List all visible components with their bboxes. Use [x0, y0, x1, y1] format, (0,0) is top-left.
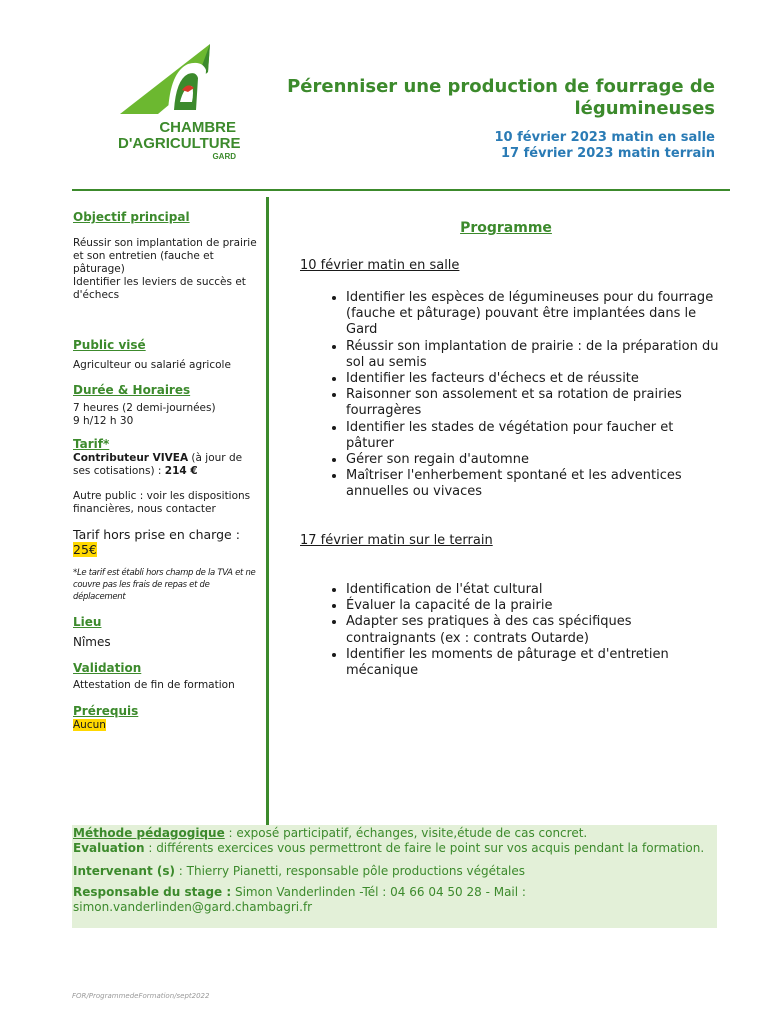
tarif-vivea-label: Contributeur VIVEA: [73, 452, 189, 464]
responsable-row: [73, 885, 715, 915]
title-line-2: légumineuses: [574, 98, 715, 119]
tarif-autre: Autre public : voir les dispositions financières, nous contacter: [73, 490, 251, 515]
duree-text-2: 9 h/12 h 30: [73, 415, 134, 427]
footer-reference: FOR/ProgrammedeFormation/sept2022: [72, 992, 210, 1000]
objectif-heading: Objectif principal: [73, 210, 190, 224]
section-2-item: • Adapter ses pratiques à des cas spécifiques contraignants (ex : contrats Outarde): [346, 614, 720, 646]
validation-heading: Validation: [73, 661, 142, 675]
horizontal-divider: [72, 189, 730, 191]
methode-text: : exposé participatif, échanges, visite,étude de cas concret.: [224, 826, 588, 840]
section-2-item: • Identifier les moments de pâturage et d'entretien mécanique: [346, 647, 720, 679]
chambre-agriculture-logo: [118, 42, 248, 170]
logo-icon: [118, 42, 248, 122]
section-1-item: • Identifier les facteurs d'échecs et de réussite: [346, 371, 720, 387]
section-2-item: • Identification de l'état cultural: [346, 582, 720, 598]
section-2-list: [300, 582, 720, 679]
tarif-hors-price: 25€: [73, 542, 97, 557]
date-1: 10 février 2023 matin en salle: [494, 130, 715, 145]
document-title: [255, 76, 715, 120]
section-1-item: • Raisonner son assolement et sa rotation de prairies fourragères: [346, 387, 720, 419]
evaluation-text: : différents exercices vous permettront de faire le point sur vos acquis pendant la formation.: [144, 841, 705, 855]
prerequis-row: [73, 719, 258, 732]
info-box: [72, 825, 717, 928]
section-1-item: • Maîtriser l'enherbement spontané et les adventices annuelles ou vivaces: [346, 468, 720, 500]
responsable-text: Simon Vanderlinden -Tél : 04 66 04 50 28 - Mail : simon.vanderlinden@gard.chambagri.fr: [73, 885, 526, 914]
intervenant-label: Intervenant (s): [73, 864, 175, 878]
prerequis-text: Aucun: [73, 719, 106, 731]
sidebar: [73, 210, 258, 732]
section-1-item: • Identifier les espèces de légumineuses pour du fourrage (fauche et pâturage) pouvant être implantées dans le Gard: [346, 290, 720, 339]
tarif-vivea-price: 214 €: [164, 465, 198, 477]
prerequis-heading: Prérequis: [73, 704, 139, 718]
evaluation-label: Evaluation: [73, 841, 145, 855]
section-1-item: • Identifier les stades de végétation pour faucher et pâturer: [346, 420, 720, 452]
methode-label: Méthode pédagogique: [73, 826, 225, 840]
logo-line-3: GARD: [212, 152, 236, 161]
public-text: Agriculteur ou salarié agricole: [73, 359, 231, 371]
section-2-item: • Évaluer la capacité de la prairie: [346, 598, 720, 614]
intervenant-text: : Thierry Pianetti, responsable pôle productions végétales: [174, 864, 526, 878]
public-heading: Public visé: [73, 338, 146, 352]
objectif-text-2: Identifier les leviers de succès et d'échecs: [73, 276, 246, 301]
section-1-item: • Gérer son regain d'automne: [346, 452, 720, 468]
vertical-divider: [266, 197, 269, 831]
tarif-heading: Tarif*: [73, 437, 110, 451]
duree-heading: Durée & Horaires: [73, 383, 191, 397]
logo-text: [118, 119, 241, 162]
title-line-1: Pérenniser une production de fourrage de: [287, 76, 715, 97]
tarif-hors-price-row: [73, 542, 258, 557]
logo-line-2: D'AGRICULTURE: [118, 135, 241, 152]
intervenant-row: [73, 864, 715, 879]
tarif-hors: Tarif hors prise en charge :: [73, 527, 240, 542]
section-1-list: [300, 290, 720, 501]
objectif-text-1: Réussir son implantation de prairie et son entretien (fauche et pâturage): [73, 237, 257, 275]
logo-line-1: CHAMBRE: [159, 119, 236, 136]
section-2-title: 17 février matin sur le terrain: [300, 533, 493, 548]
section-1-item: • Réussir son implantation de prairie : de la préparation du sol au semis: [346, 339, 720, 371]
session-dates: [315, 130, 715, 162]
validation-text: Attestation de fin de formation: [73, 679, 235, 691]
date-2: 17 février 2023 matin terrain: [501, 146, 715, 161]
tarif-vivea: [73, 452, 258, 478]
duree-text-1: 7 heures (2 demi-journées): [73, 402, 216, 414]
tarif-vivea-text: (à jour de ses cotisations) :: [73, 452, 243, 477]
lieu-heading: Lieu: [73, 615, 102, 629]
section-1-title: 10 février matin en salle: [300, 258, 460, 273]
evaluation-row: [73, 841, 715, 856]
methode-row: [73, 826, 715, 841]
lieu-text: Nîmes: [73, 635, 111, 649]
tarif-note: *Le tarif est établi hors champ de la TVA et ne couvre pas les frais de repas et de déplacement: [73, 568, 256, 602]
responsable-label: Responsable du stage :: [73, 885, 232, 899]
programme-title: Programme: [460, 220, 552, 236]
